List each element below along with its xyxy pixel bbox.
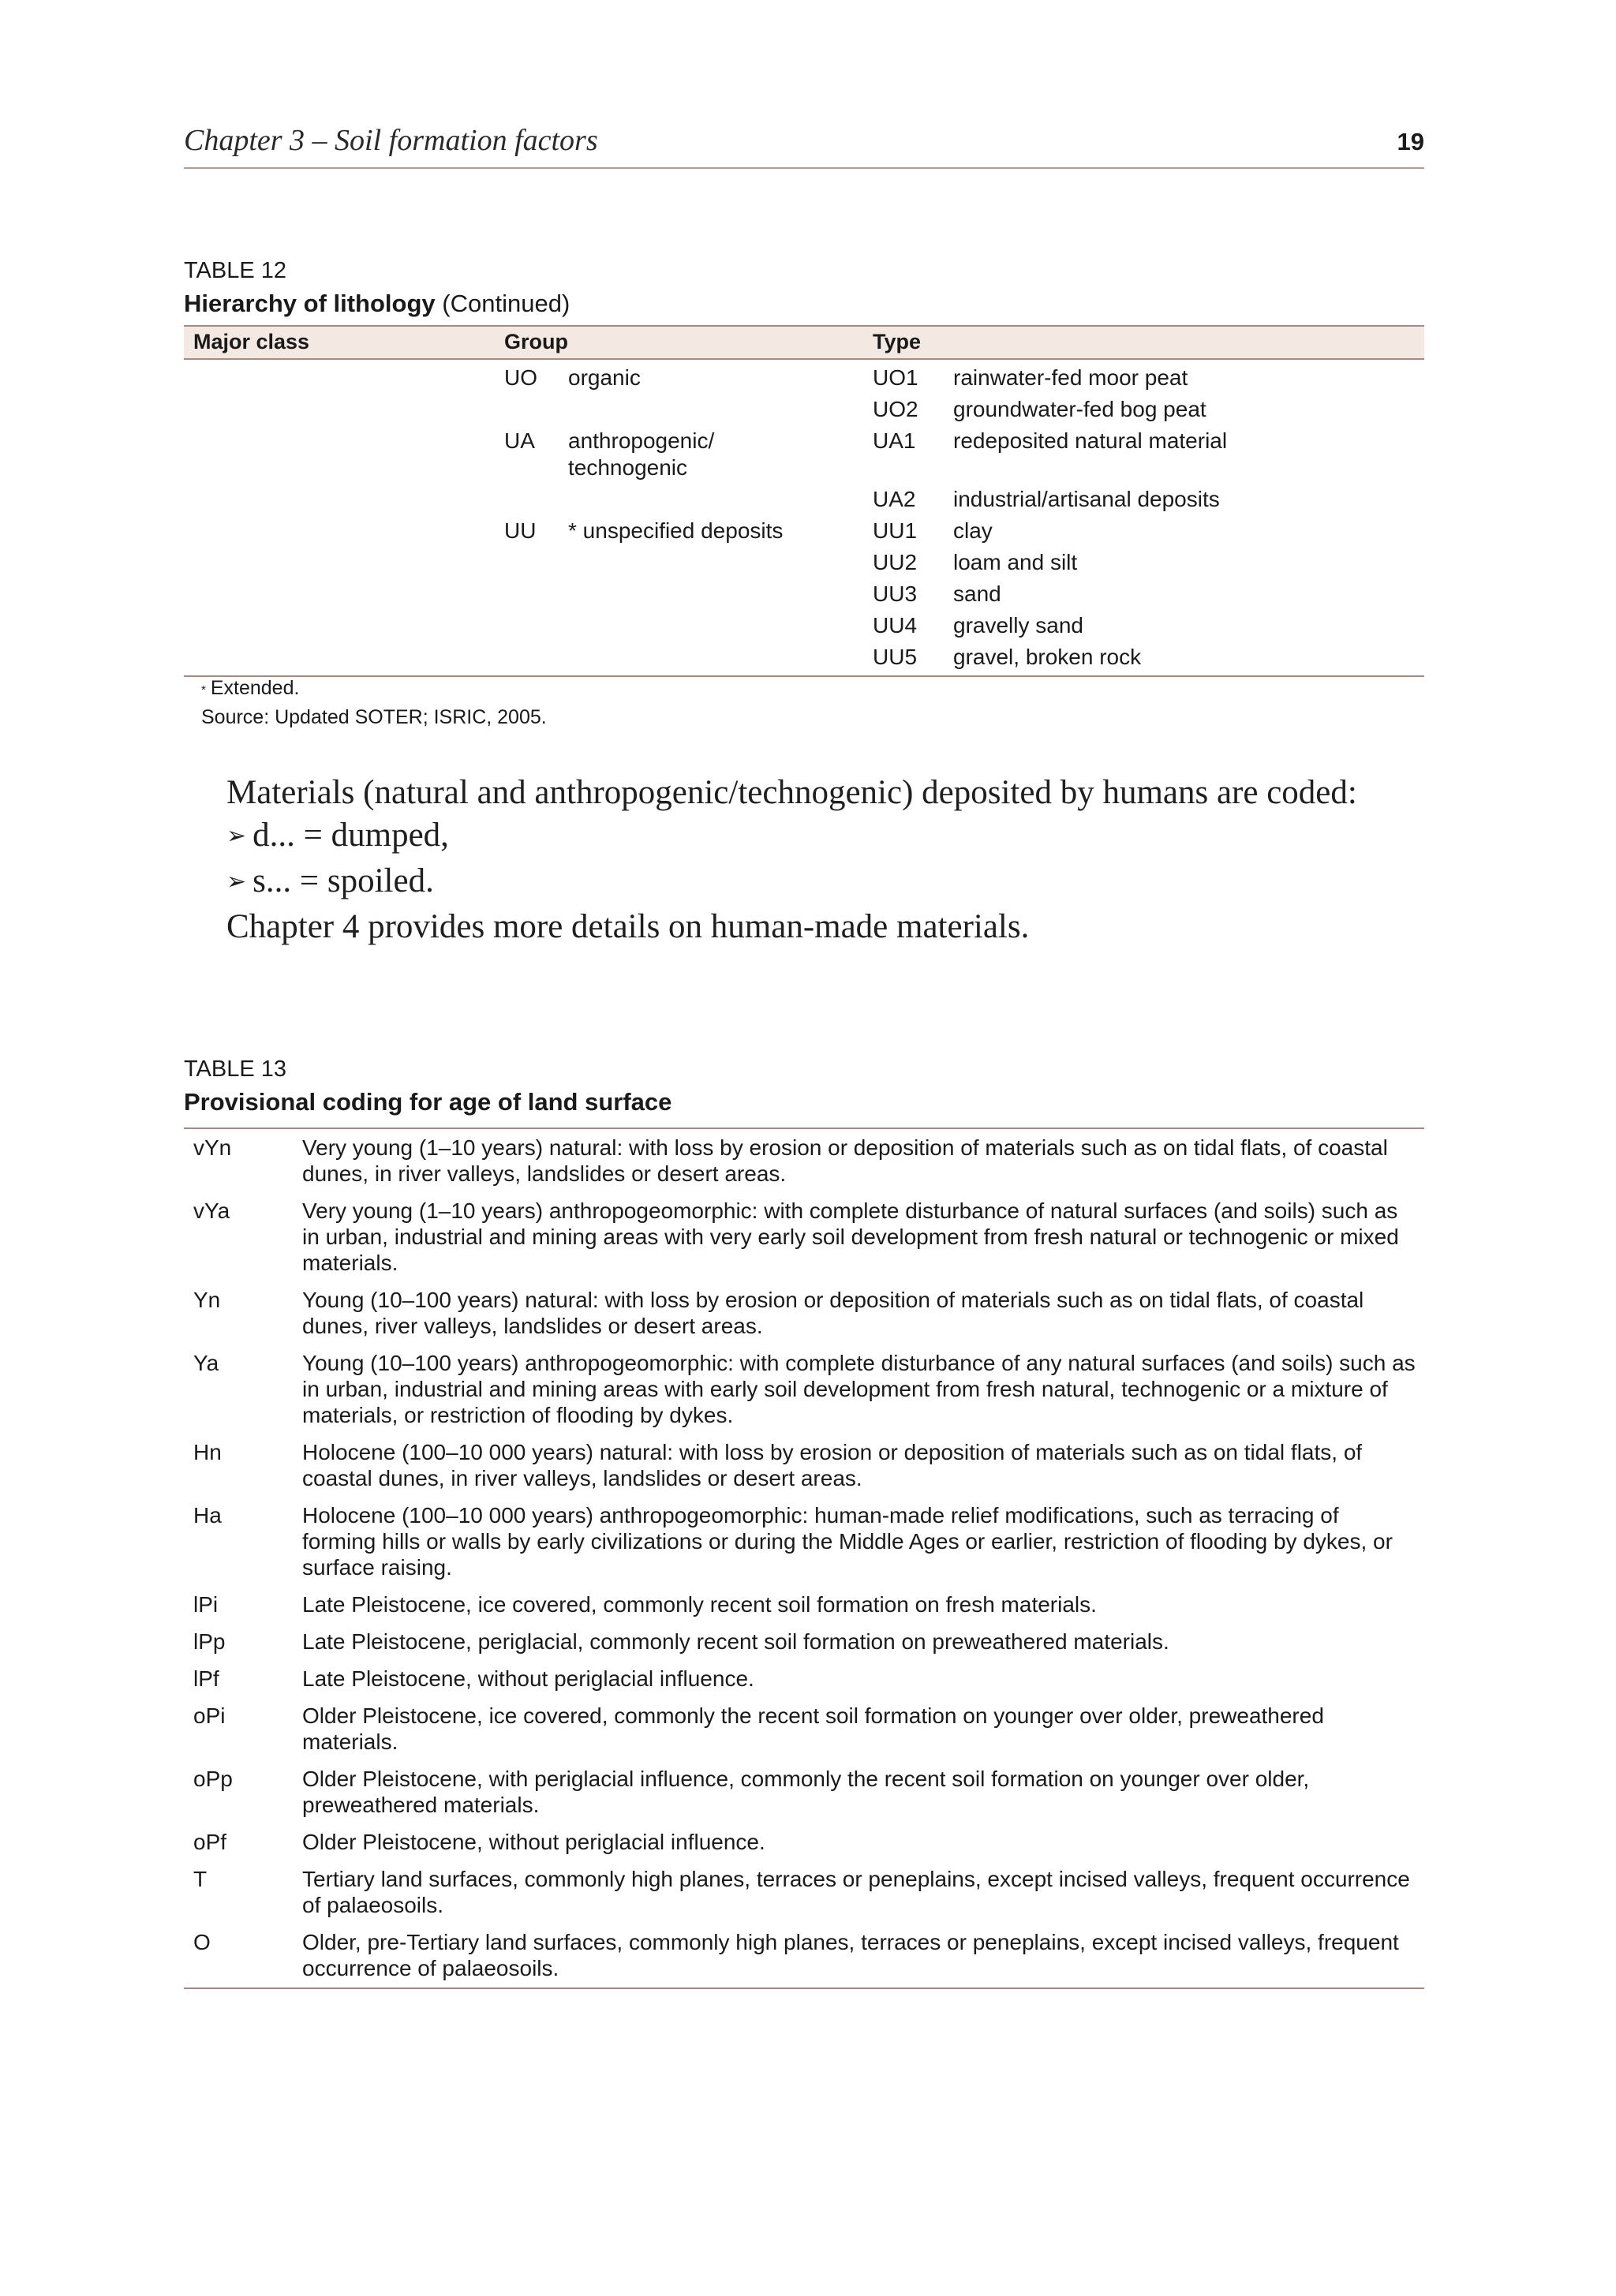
type-name: loam and silt [953, 550, 1078, 574]
age-code: oPp [193, 1767, 233, 1791]
type-name: sand [953, 581, 1001, 606]
bullet-item [184, 860, 1424, 906]
age-description: Holocene (100–10 000 years) natural: with loss by erosion or deposition of materials such as on tidal flats, of coastal dunes, in river valleys, landslides or desert areas. [302, 1440, 1363, 1490]
age-description: Older, pre-Tertiary land surfaces, commonly high planes, terraces or peneplains, except incised valleys, frequent occurrence of palaeosoils. [302, 1930, 1399, 1980]
table13-label: TABLE 13 [184, 1056, 287, 1082]
age-code: Ya [193, 1351, 219, 1375]
age-description: Holocene (100–10 000 years) anthropogeomorphic: human-made relief modifications, such as terracing of forming hills or walls by early civilizations or during the Middle Ages or earlier, restriction of flooding by dykes, or surface raising. [302, 1503, 1393, 1580]
table12-title-suffix: (Continued) [442, 290, 570, 317]
type-code: UA1 [873, 428, 916, 453]
age-code: oPi [193, 1703, 226, 1728]
type-name: gravelly sand [953, 613, 1083, 638]
type-code: UO1 [873, 365, 918, 390]
table12-body [184, 360, 1424, 677]
table-row [184, 1829, 1424, 1855]
table12-notes [201, 674, 547, 732]
arrow-bullet-icon: ➢ [226, 868, 247, 896]
group-name: anthropogenic/ technogenic [568, 428, 715, 480]
table13-title [184, 1086, 1424, 1119]
age-description: Late Pleistocene, without periglacial influence. [302, 1666, 754, 1691]
arrow-bullet-icon: ➢ [226, 822, 247, 850]
footnote-text: Extended. [210, 677, 300, 699]
age-code: oPf [193, 1830, 227, 1854]
group-code: UU [504, 518, 537, 543]
group-code: UA [504, 428, 535, 453]
table-row [184, 1439, 1424, 1491]
table-row [184, 1350, 1424, 1428]
age-description: Older Pleistocene, without periglacial influence. [302, 1830, 765, 1854]
age-code: O [193, 1930, 211, 1954]
table-row [184, 1502, 1424, 1580]
type-code: UU1 [873, 518, 918, 543]
table-row [184, 1766, 1424, 1818]
type-name: rainwater-fed moor peat [953, 365, 1188, 390]
age-description: Very young (1–10 years) natural: with loss by erosion or deposition of materials such as on tidal flats, of coastal dunes, in river valleys, landslides or desert areas. [302, 1135, 1388, 1186]
table-row [184, 1135, 1424, 1187]
type-code: UO2 [873, 397, 918, 421]
table-row [184, 1629, 1424, 1655]
age-code: vYn [193, 1135, 232, 1160]
age-code: T [193, 1867, 208, 1891]
table-row [184, 1866, 1424, 1918]
body-text [184, 772, 1424, 948]
age-code: vYa [193, 1198, 230, 1223]
running-header [184, 120, 1424, 169]
age-code: Ha [193, 1503, 222, 1528]
table12-header-row [184, 325, 1424, 360]
table12-footnote [201, 674, 547, 703]
type-code: UA2 [873, 487, 916, 511]
age-description: Young (10–100 years) anthropogeomorphic: with complete disturbance of any natural surfaces (and soils) such as in urban, industrial and mining areas with early soil development from fresh natural, technogenic or a mixture of materials, or restriction of flooding by dykes. [302, 1351, 1416, 1427]
age-description: Older Pleistocene, with periglacial influence, commonly the recent soil formation on younger over older, preweathered materials. [302, 1767, 1310, 1817]
table-row [184, 1198, 1424, 1276]
age-code: Hn [193, 1440, 222, 1464]
type-name: clay [953, 518, 993, 543]
chapter-title: Chapter 3 – Soil formation factors [184, 124, 598, 157]
type-name: groundwater-fed bog peat [953, 397, 1206, 421]
paragraph-intro: Materials (natural and anthropogenic/technogenic) deposited by humans are coded: [226, 774, 1357, 811]
footnote-marker: * [201, 683, 206, 697]
age-description: Late Pleistocene, ice covered, commonly recent soil formation on fresh materials. [302, 1592, 1097, 1617]
table12-title [184, 287, 1424, 320]
age-description: Young (10–100 years) natural: with loss by erosion or deposition of materials such as on tidal flats, of coastal dunes, river valleys, landslides or desert areas. [302, 1288, 1364, 1338]
group-name: * unspecified deposits [568, 518, 784, 543]
table12-caption [184, 254, 1424, 320]
table-row [184, 1666, 1424, 1692]
table-row [184, 1591, 1424, 1617]
age-description: Very young (1–10 years) anthropogeomorphic: with complete disturbance of natural surfaces (and soils) such as in urban, industrial and mining areas with very early soil development from fresh natural or technogenic or mixed materials. [302, 1198, 1399, 1275]
bullet-text: d... = dumped, [252, 817, 449, 854]
paragraph-closing: Chapter 4 provides more details on human-made materials. [226, 908, 1030, 945]
age-code: lPp [193, 1629, 226, 1654]
table12 [184, 325, 1424, 677]
age-description: Tertiary land surfaces, commonly high planes, terraces or peneplains, except incised valleys, frequent occurrence of palaeosoils. [302, 1867, 1410, 1917]
table12-col-major-class: Major class [193, 330, 310, 353]
table12-col-type: Type [873, 330, 922, 353]
table-row [184, 1929, 1424, 1981]
type-code: UU4 [873, 613, 918, 638]
table13-title-text: Provisional coding for age of land surface [184, 1088, 672, 1116]
age-code: Yn [193, 1288, 221, 1312]
type-name: gravel, broken rock [953, 645, 1142, 669]
bullet-item [184, 814, 1424, 860]
age-code: lPf [193, 1666, 219, 1691]
table12-title-text: Hierarchy of lithology [184, 290, 436, 317]
table12-source: Source: Updated SOTER; ISRIC, 2005. [201, 706, 547, 728]
table13-caption [184, 1053, 1424, 1119]
age-code: lPi [193, 1592, 219, 1617]
table-row [184, 1703, 1424, 1755]
table12-label: TABLE 12 [184, 258, 287, 283]
type-code: UU2 [873, 550, 918, 574]
group-name: organic [568, 365, 641, 390]
type-name: redeposited natural material [953, 428, 1228, 453]
page-number: 19 [1397, 128, 1424, 155]
table13 [184, 1127, 1424, 1989]
bullet-text: s... = spoiled. [252, 862, 434, 899]
group-code: UO [504, 365, 537, 390]
age-description: Late Pleistocene, periglacial, commonly recent soil formation on preweathered materials. [302, 1629, 1169, 1654]
table12-col-group: Group [504, 330, 568, 353]
type-code: UU3 [873, 581, 918, 606]
age-description: Older Pleistocene, ice covered, commonly the recent soil formation on younger over older, preweathered materials. [302, 1703, 1324, 1754]
type-name: industrial/artisanal deposits [953, 487, 1220, 511]
type-code: UU5 [873, 645, 918, 669]
table-row [184, 1287, 1424, 1339]
